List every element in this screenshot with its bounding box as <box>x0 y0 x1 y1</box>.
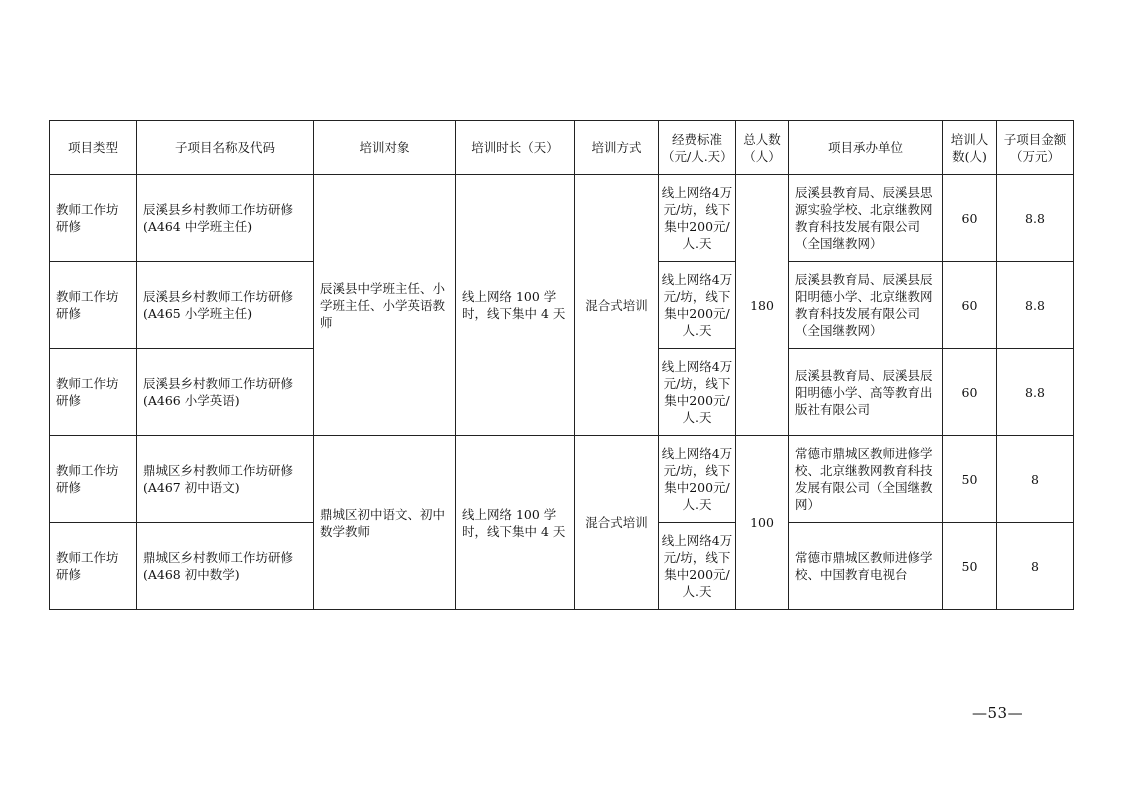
subproject-name-cell: 辰溪县乡村教师工作坊研修(A466 小学英语) <box>137 349 314 436</box>
col-header-subproject-name: 子项目名称及代码 <box>137 121 314 175</box>
fee-cell: 线上网络4万元/坊，线下集中200元/人.天 <box>659 262 736 349</box>
total-cell: 100 <box>736 436 789 610</box>
col-header-trainee-count: 培训人数(人) <box>943 121 997 175</box>
col-header-fee: 经费标准（元/人.天） <box>659 121 736 175</box>
col-header-amount: 子项目金额（万元） <box>997 121 1074 175</box>
table-row <box>50 436 1074 523</box>
fee-cell: 线上网络4万元/坊，线下集中200元/人.天 <box>659 436 736 523</box>
duration-cell: 线上网络 100 学时，线下集中 4 天 <box>456 175 575 436</box>
target-cell: 鼎城区初中语文、初中数学教师 <box>314 436 456 610</box>
amount-cell: 8.8 <box>997 349 1074 436</box>
trainee-count-cell: 60 <box>943 349 997 436</box>
mode-cell: 混合式培训 <box>575 175 659 436</box>
mode-cell: 混合式培训 <box>575 436 659 610</box>
project-type-cell: 教师工作坊研修 <box>50 175 137 262</box>
organizer-cell: 辰溪县教育局、辰溪县辰阳明德小学、高等教育出版社有限公司 <box>789 349 943 436</box>
subproject-name-cell: 辰溪县乡村教师工作坊研修(A464 中学班主任) <box>137 175 314 262</box>
col-header-duration: 培训时长（天） <box>456 121 575 175</box>
organizer-cell: 辰溪县教育局、辰溪县思源实验学校、北京继教网教育科技发展有限公司（全国继教网） <box>789 175 943 262</box>
fee-cell: 线上网络4万元/坊，线下集中200元/人.天 <box>659 175 736 262</box>
amount-cell: 8 <box>997 436 1074 523</box>
amount-cell: 8.8 <box>997 175 1074 262</box>
project-type-cell: 教师工作坊研修 <box>50 436 137 523</box>
total-cell: 180 <box>736 175 789 436</box>
trainee-count-cell: 60 <box>943 175 997 262</box>
training-project-table <box>49 120 1074 610</box>
organizer-cell: 辰溪县教育局、辰溪县辰阳明德小学、北京继教网教育科技发展有限公司（全国继教网） <box>789 262 943 349</box>
duration-cell: 线上网络 100 学时，线下集中 4 天 <box>456 436 575 610</box>
col-header-mode: 培训方式 <box>575 121 659 175</box>
trainee-count-cell: 60 <box>943 262 997 349</box>
trainee-count-cell: 50 <box>943 436 997 523</box>
table-row <box>50 175 1074 262</box>
project-type-cell: 教师工作坊研修 <box>50 523 137 610</box>
project-type-cell: 教师工作坊研修 <box>50 262 137 349</box>
organizer-cell: 常德市鼎城区教师进修学校、北京继教网教育科技发展有限公司（全国继教网） <box>789 436 943 523</box>
col-header-organizer: 项目承办单位 <box>789 121 943 175</box>
fee-cell: 线上网络4万元/坊，线下集中200元/人.天 <box>659 349 736 436</box>
col-header-project-type: 项目类型 <box>50 121 137 175</box>
fee-cell: 线上网络4万元/坊，线下集中200元/人.天 <box>659 523 736 610</box>
amount-cell: 8.8 <box>997 262 1074 349</box>
trainee-count-cell: 50 <box>943 523 997 610</box>
subproject-name-cell: 鼎城区乡村教师工作坊研修(A468 初中数学) <box>137 523 314 610</box>
subproject-name-cell: 鼎城区乡村教师工作坊研修(A467 初中语文) <box>137 436 314 523</box>
header-row <box>50 121 1074 175</box>
amount-cell: 8 <box>997 523 1074 610</box>
col-header-total: 总人数（人） <box>736 121 789 175</box>
target-cell: 辰溪县中学班主任、小学班主任、小学英语教师 <box>314 175 456 436</box>
page-number: —53— <box>972 704 1024 722</box>
subproject-name-cell: 辰溪县乡村教师工作坊研修(A465 小学班主任) <box>137 262 314 349</box>
col-header-target: 培训对象 <box>314 121 456 175</box>
project-type-cell: 教师工作坊研修 <box>50 349 137 436</box>
organizer-cell: 常德市鼎城区教师进修学校、中国教育电视台 <box>789 523 943 610</box>
